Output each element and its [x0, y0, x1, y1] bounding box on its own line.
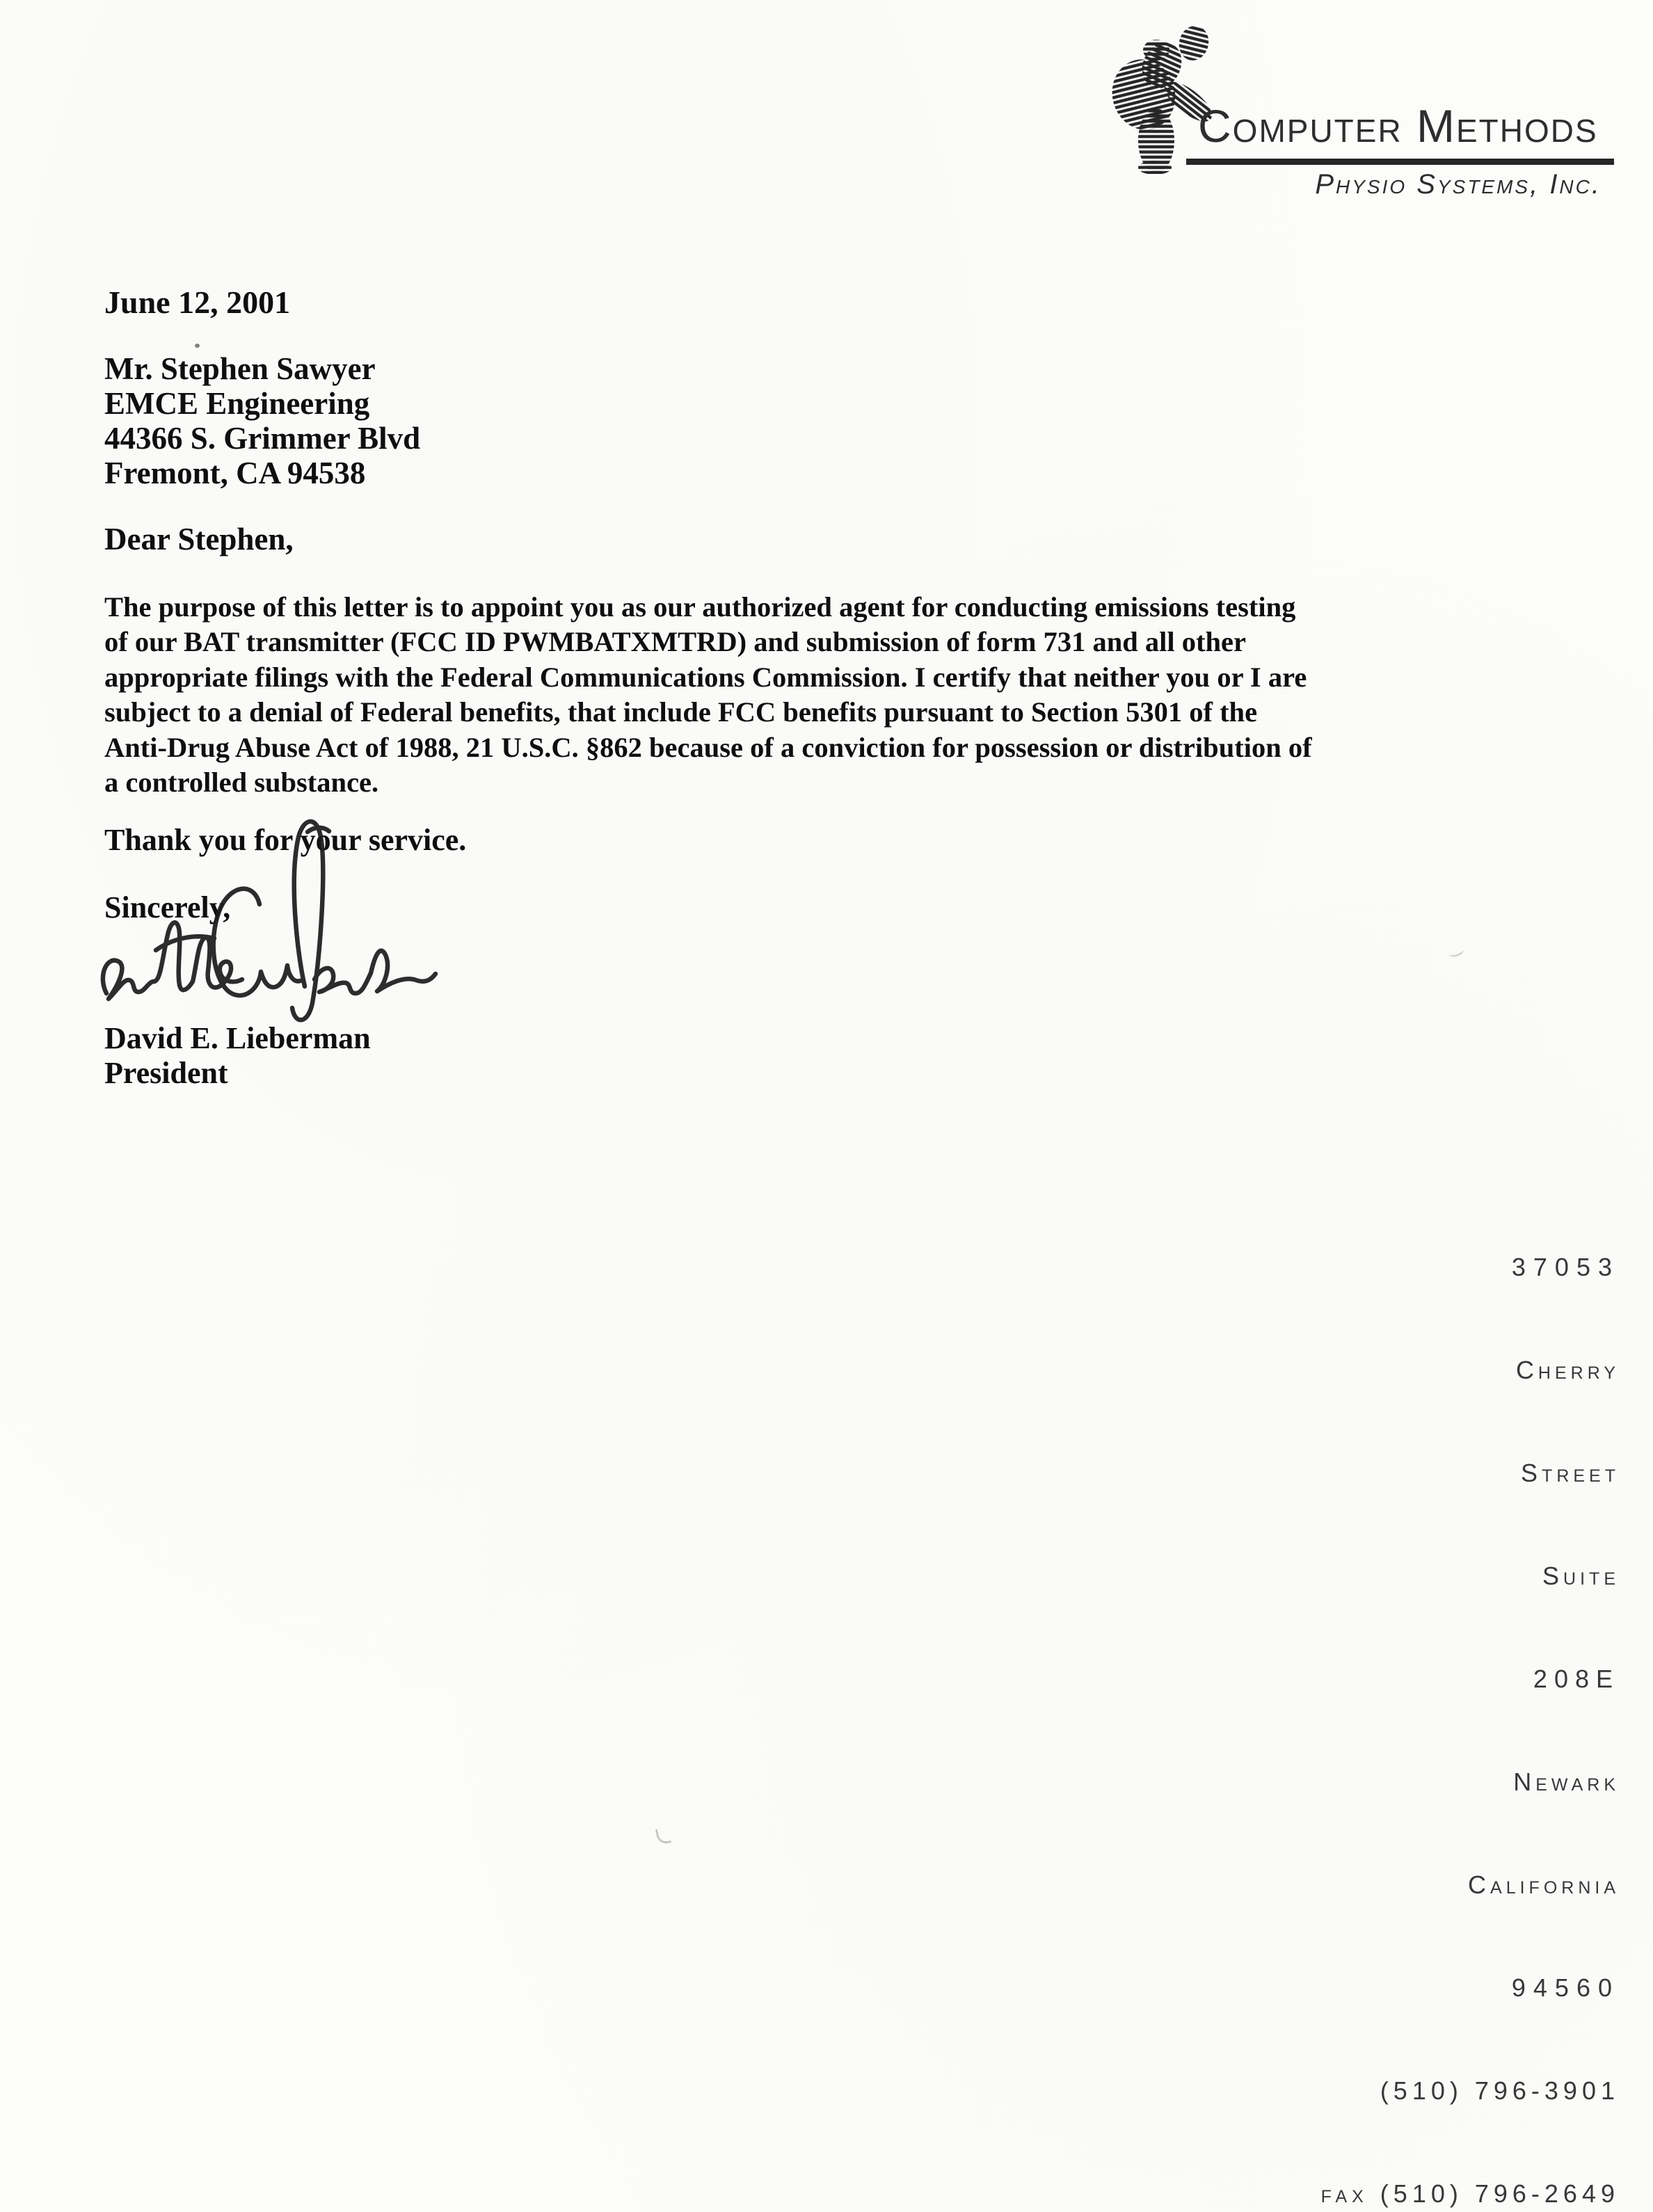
address-state: California	[1468, 1870, 1620, 1899]
company-wordmark: Computer Methods	[1198, 100, 1598, 152]
thanks-line: Thank you for your service.	[104, 823, 467, 857]
address-zip: 94560	[1511, 1973, 1620, 2002]
address-suite-number: 208E	[1533, 1665, 1620, 1693]
recipient-street: 44366 S. Grimmer Blvd	[104, 421, 421, 456]
phone-number: (510) 796-3901	[1380, 2076, 1620, 2105]
body-line: a controlled substance.	[104, 767, 379, 799]
body-line: Anti-Drug Abuse Act of 1988, 21 U.S.C. §862 because of a conviction for possession or distribution of	[104, 731, 1312, 763]
recipient-address-block	[104, 351, 420, 490]
signer-name: David E. Lieberman	[104, 1021, 371, 1055]
salutation: Dear Stephen,	[104, 522, 294, 556]
recipient-company: EMCE Engineering	[104, 386, 370, 421]
recipient-name: Mr. Stephen Sawyer	[104, 351, 376, 386]
fax-number: fax (510) 796-2649	[1320, 2179, 1620, 2208]
body-line: appropriate filings with the Federal Communications Commission. I certify that neither you or I are	[104, 661, 1307, 693]
address-street-name: Cherry	[1515, 1356, 1620, 1384]
recipient-city: Fremont, CA 94538	[104, 456, 366, 490]
body-line: The purpose of this letter is to appoint you as our authorized agent for conducting emissions testing	[104, 591, 1296, 623]
letter-body-paragraph	[104, 590, 1312, 800]
scan-artifact-squiggle	[655, 1827, 671, 1845]
letterhead-address-column	[1202, 0, 1620, 2212]
body-line: subject to a denial of Federal benefits, that include FCC benefits pursuant to Section 5301 of the	[104, 696, 1258, 728]
division-tagline: Physio Systems, Inc.	[1315, 169, 1602, 200]
address-street-word: Street	[1521, 1459, 1620, 1487]
handwritten-signature	[83, 800, 445, 1036]
closing-line: Sincerely,	[104, 890, 231, 924]
scan-artifact-dot	[195, 344, 200, 348]
signer-title: President	[104, 1056, 228, 1090]
address-street-number: 37053	[1511, 1253, 1620, 1281]
letter-date: June 12, 2001	[104, 284, 291, 320]
address-suite-word: Suite	[1542, 1562, 1620, 1590]
address-city: Newark	[1513, 1768, 1620, 1796]
body-line: of our BAT transmitter (FCC ID PWMBATXMTRD) and submission of form 731 and all other	[104, 626, 1247, 658]
